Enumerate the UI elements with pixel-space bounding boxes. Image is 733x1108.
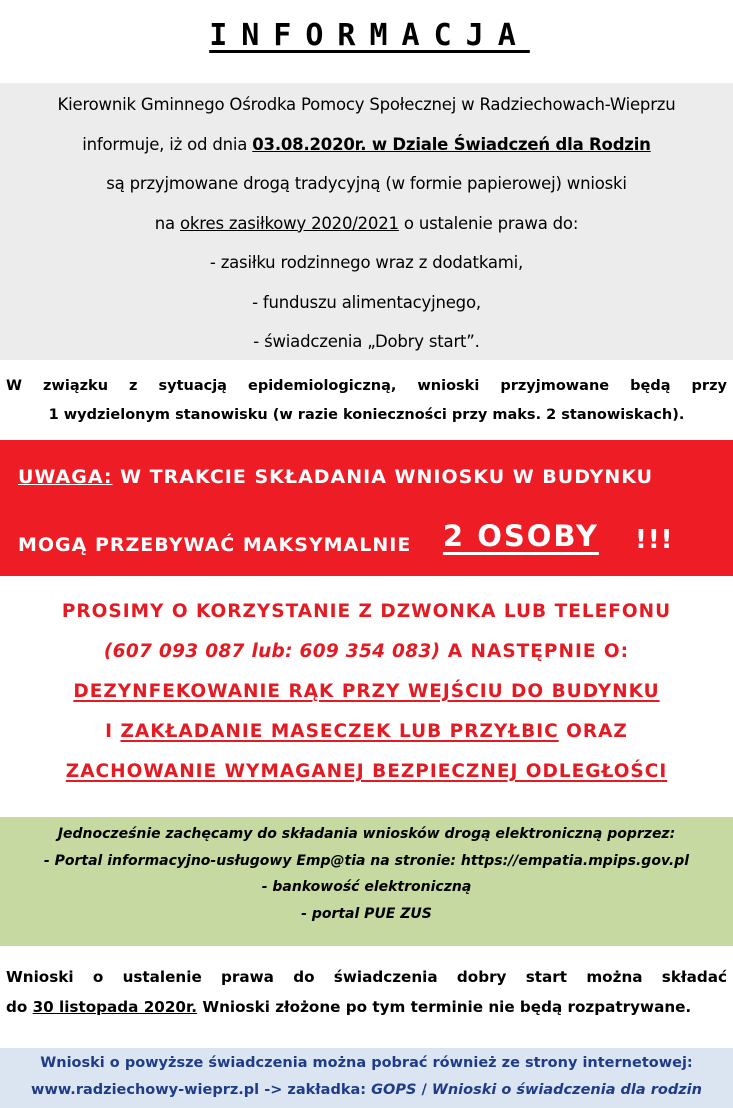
- title-text: INFORMACJA: [209, 18, 530, 53]
- website-address: www.radziechowy-wieprz.pl -> zakładka:: [31, 1082, 372, 1098]
- intro-line-2-text: informuje, iż od dnia: [82, 134, 253, 154]
- phone-numbers: (607 093 087 lub: 609 354 083): [103, 641, 441, 662]
- intro-date-highlight: 03.08.2020r. w Dziale Świadczeń dla Rodzin: [252, 134, 651, 154]
- instruction-masks: ZAKŁADANIE MASECZEK LUB PRZYŁBIC: [120, 721, 559, 742]
- forms-link: Wnioski o świadczenia dla rodzin: [431, 1082, 702, 1098]
- electronic-option-bank: - bankowość elektroniczną: [261, 879, 472, 895]
- epidemic-notice-line-1: [6, 372, 727, 401]
- notice-word: będą: [630, 378, 671, 394]
- deadline-word: ustalenie: [122, 968, 202, 986]
- deadline-word: do: [293, 968, 315, 986]
- instructions-line-4: [0, 712, 733, 752]
- electronic-option-pue-zus: - portal PUE ZUS: [301, 905, 432, 922]
- instructions-line-4-post: ORAZ: [558, 721, 628, 742]
- intro-line-1: Kierownik Gminnego Ośrodka Pomocy Społecznej w Radziechowach-Wieprzu: [57, 95, 676, 114]
- notice-word: wnioski: [417, 378, 480, 394]
- deadline-word: start: [525, 968, 568, 986]
- download-info: [0, 1048, 733, 1108]
- deadline-word: można: [586, 968, 643, 986]
- exclamation-marks: !!!: [624, 525, 674, 555]
- notice-word: W: [6, 378, 22, 394]
- intro-section: [0, 83, 733, 360]
- notice-word: przyjmowane: [500, 378, 610, 394]
- deadline-word: o: [92, 968, 104, 986]
- instruction-distance: ZACHOWANIE WYMAGANEJ BEZPIECZNEJ ODLEGŁOŚCI: [65, 761, 668, 782]
- warning-line-2: [18, 519, 674, 558]
- deadline-line-2: [6, 992, 727, 1022]
- deadline-line-1: [6, 962, 727, 992]
- electronic-submission-box: [0, 817, 733, 946]
- epidemic-notice-line-2: 1 wydzielonym stanowisku (w razie konieczności przy maks. 2 stanowiskach).: [48, 407, 685, 423]
- notice-word: związku: [43, 378, 109, 394]
- warning-line-1-text: W TRAKCIE SKŁADANIA WNIOSKU W BUDYNKU: [112, 466, 654, 488]
- instructions-line-4-pre: I: [105, 721, 121, 742]
- instructions-line-1: PROSIMY O KORZYSTANIE Z DZWONKA LUB TELEFONU: [61, 601, 672, 622]
- warning-banner: [0, 440, 733, 576]
- page-title: [0, 18, 733, 68]
- instructions-line-2-post: A NASTĘPNIE O:: [440, 641, 630, 662]
- benefit-item-2: - funduszu alimentacyjnego,: [252, 292, 481, 312]
- epidemic-notice: [0, 372, 733, 436]
- benefit-item-1: - zasiłku rodzinnego wraz z dodatkami,: [209, 253, 524, 272]
- deadline-date: 30 listopada 2020r.: [32, 998, 198, 1016]
- intro-line-4-pre: na: [154, 213, 181, 233]
- gops-tab: GOPS: [371, 1082, 417, 1098]
- instructions-line-2: [0, 632, 733, 672]
- download-info-line-1: Wnioski o powyższe świadczenia można pobrać również ze strony internetowej:: [40, 1055, 693, 1071]
- warning-label: UWAGA:: [18, 466, 113, 488]
- deadline-word: dobry: [456, 968, 507, 986]
- warning-line-2-text: MOGĄ PRZEBYWAĆ MAKSYMALNIE: [18, 534, 419, 556]
- deadline-word: prawa: [221, 968, 274, 986]
- intro-line-4: [0, 204, 733, 244]
- benefit-period: okres zasiłkowy 2020/2021: [180, 213, 399, 233]
- electronic-intro: Jednocześnie zachęcamy do składania wniosków drogą elektroniczną poprzez:: [57, 826, 676, 842]
- instructions-section: [0, 592, 733, 792]
- notice-word: sytuacją: [158, 378, 227, 394]
- notice-word: przy: [691, 378, 727, 394]
- max-persons: 2 OSOBY: [442, 519, 599, 553]
- deadline-word: Wnioski: [6, 968, 74, 986]
- intro-line-2: [0, 125, 733, 165]
- intro-line-4-post: o ustalenie prawa do:: [398, 213, 579, 233]
- electronic-option-empatia: - Portal informacyjno-usługowy Emp@tia na stronie: https://empatia.mpips.gov.pl: [43, 852, 690, 869]
- warning-line-1: [18, 466, 653, 488]
- notice-word: epidemiologiczną,: [248, 378, 397, 394]
- tab-separator: /: [416, 1082, 432, 1098]
- download-info-line-2: [0, 1077, 733, 1104]
- instruction-disinfect: DEZYNFEKOWANIE RĄK PRZY WEJŚCIU DO BUDYNKU: [73, 681, 660, 702]
- deadline-notice: [0, 960, 733, 1024]
- intro-line-3: są przyjmowane drogą tradycyjną (w formie papierowej) wnioski: [106, 174, 627, 193]
- deadline-line-2-post: Wnioski złożone po tym terminie nie będą rozpatrywane.: [197, 998, 692, 1016]
- deadline-line-2-pre: do: [6, 998, 33, 1016]
- deadline-word: świadczenia: [333, 968, 438, 986]
- benefit-item-3: - świadczenia „Dobry start”.: [253, 332, 480, 351]
- deadline-word: składać: [661, 968, 727, 986]
- notice-word: z: [129, 378, 138, 394]
